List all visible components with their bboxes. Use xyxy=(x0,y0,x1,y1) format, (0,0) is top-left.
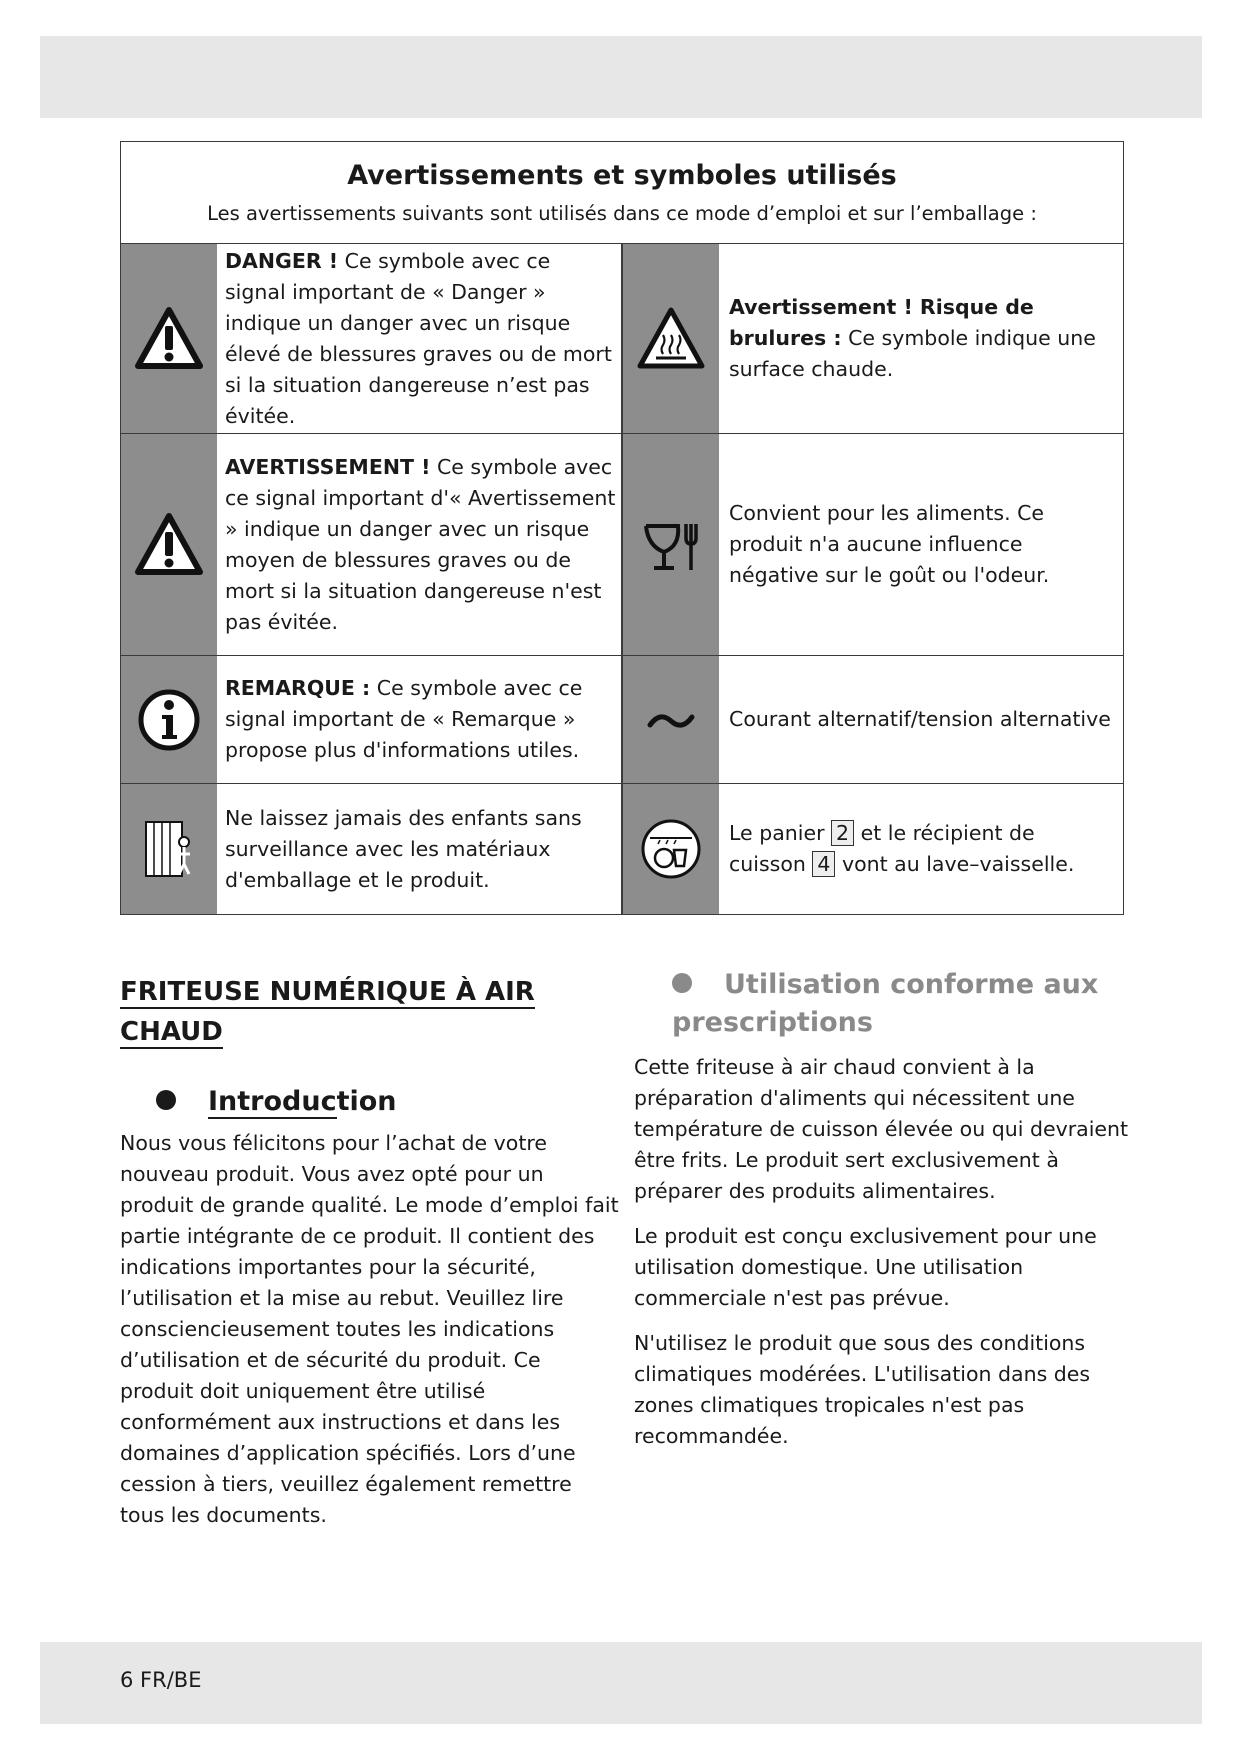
dishwasher-text-a: Le panier xyxy=(729,821,832,845)
warnings-header xyxy=(121,142,1123,244)
warning-row-danger xyxy=(121,244,1123,434)
children-text: Ne laissez jamais des enfants sans surveillance avec les matériaux d'emballage et le produit. xyxy=(225,805,582,892)
dishwasher-text-c: vont au lave–vaisselle. xyxy=(835,852,1075,876)
hot-surface-icon xyxy=(623,244,719,433)
part-number-box: 2 xyxy=(831,820,854,846)
food-safe-icon xyxy=(623,434,719,655)
child-safety-icon xyxy=(121,784,217,914)
warnings-table xyxy=(120,141,1124,915)
dishwasher-text-b: et le récipient de cuisson xyxy=(729,821,1035,876)
page-number: 6 FR/BE xyxy=(120,1668,202,1692)
usage-paragraph-2: Le produit est conçu exclusivement pour une utilisation domestique. Une utilisation commerciale n'est pas prévue. xyxy=(634,1224,1097,1310)
danger-text: Ce symbole avec ce signal important de « Danger » indique un danger avec un risque élevé de blessures graves ou de mort si la situation dangereuse n’est pas évitée. xyxy=(225,248,612,428)
usage-heading xyxy=(672,966,1122,1042)
main-title xyxy=(120,972,535,1052)
header-band xyxy=(40,36,1202,118)
intro-heading-part-a: Introduc xyxy=(208,1086,337,1117)
bullet-icon xyxy=(156,1090,176,1110)
usage-paragraph-3: N'utilisez le produit que sous des conditions climatiques modérées. L'utilisation dans des zones climatiques tropicales n'est pas recommandée. xyxy=(634,1331,1091,1448)
warning-row-remarque xyxy=(121,656,1123,784)
main-title-line1: FRITEUSE NUMÉRIQUE À AIR xyxy=(120,977,535,1007)
danger-cell xyxy=(225,244,617,433)
warning-triangle-icon xyxy=(121,434,217,655)
warnings-subtitle: Les avertissements suivants sont utilisés dans ce mode d’emploi et sur l’emballage : xyxy=(207,202,1037,225)
intro-body xyxy=(120,1128,620,1531)
avertissement-cell xyxy=(225,434,617,655)
food-text: Convient pour les aliments. Ce produit n'a aucune influence négative sur le goût ou l'odeur. xyxy=(729,501,1050,587)
footer-band xyxy=(40,1642,1202,1724)
danger-label: DANGER ! xyxy=(225,248,339,273)
burn-text: Ce symbole indique une surface chaude. xyxy=(729,326,1096,381)
burn-cell xyxy=(729,244,1117,433)
alternating-current-icon xyxy=(623,656,719,783)
part-number-box: 4 xyxy=(812,851,835,877)
danger-triangle-icon xyxy=(121,244,217,433)
warnings-title: Avertissements et symboles utilisés xyxy=(347,160,897,191)
intro-heading xyxy=(156,1086,397,1117)
ac-text: Courant alternatif/tension alternative xyxy=(729,707,1111,731)
info-icon xyxy=(121,656,217,783)
main-title-line2: CHAUD xyxy=(120,1017,223,1047)
usage-heading-text: Utilisation conforme aux prescriptions xyxy=(672,969,1099,1038)
burn-label: Avertissement ! Risque de brulures : xyxy=(729,295,1034,350)
bullet-icon xyxy=(672,973,692,993)
ac-cell xyxy=(729,656,1117,783)
dishwasher-safe-icon xyxy=(623,784,719,914)
intro-paragraph: Nous vous félicitons pour l’achat de votre nouveau produit. Vous avez opté pour un produit de grande qualité. Le mode d’emploi fait partie intégrante de ce produit. Il contient des indications importantes pour la sécurité, l’utilisation et la mise au rebut. Veuillez lire consciencieusement toutes les indications d’utilisation et de sécurité du produit. Ce produit doit uniquement être utilisé conformément aux instructions et dans les domaines d’application spécifiés. Lors d’une cession à tiers, veuillez également remettre tous les documents. xyxy=(120,1131,619,1527)
children-cell xyxy=(225,784,617,914)
usage-paragraph-1: Cette friteuse à air chaud convient à la préparation d'aliments qui nécessitent une température de cuisson élevée ou qui devraient être frits. Le produit sert exclusivement à préparer des produits alimentaires. xyxy=(634,1055,1129,1203)
warning-row-avertissement xyxy=(121,434,1123,656)
usage-body xyxy=(634,1052,1134,1452)
dishwasher-cell xyxy=(729,784,1117,914)
intro-heading-part-b: tion xyxy=(336,1086,397,1117)
warning-row-children xyxy=(121,784,1123,914)
food-cell xyxy=(729,434,1117,655)
remarque-cell xyxy=(225,656,617,783)
remarque-label: REMARQUE : xyxy=(225,676,371,700)
avertissement-label: AVERTISSEMENT ! xyxy=(225,454,431,479)
remarque-text: Ce symbole avec ce signal important de « Remarque » propose plus d'informations utiles. xyxy=(225,676,583,762)
avertissement-text: Ce symbole avec ce signal important d'« Avertissement » indique un danger avec un risque moyen de blessures graves ou de mort si la situation dangereuse n'est pas évitée. xyxy=(225,454,616,634)
